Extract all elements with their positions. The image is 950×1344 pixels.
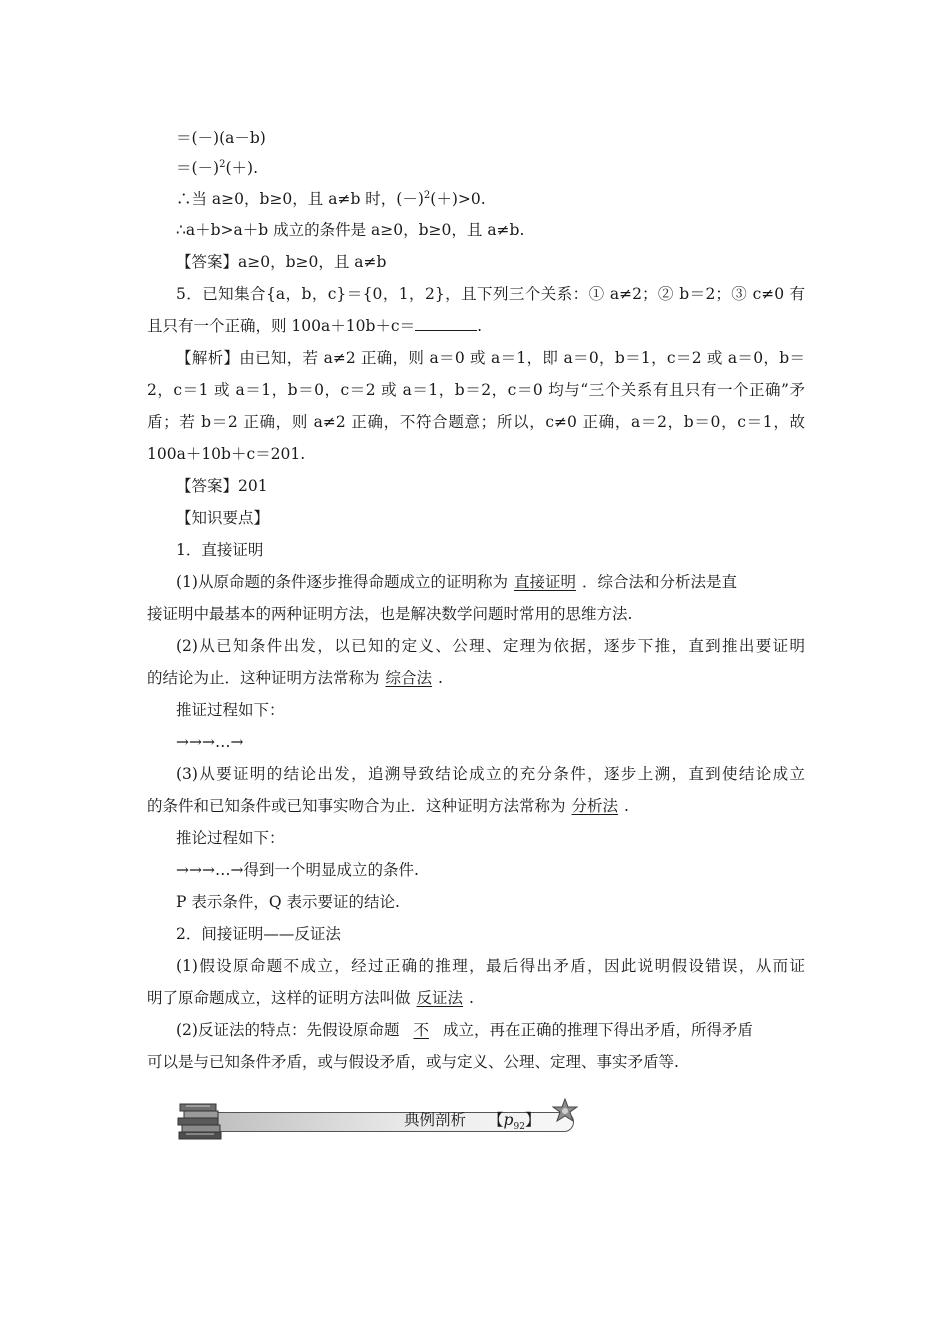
banner-title: 典例剖析 bbox=[404, 1111, 467, 1129]
answer-4: 【答案】a≥0，b≥0，且 a≠b bbox=[176, 253, 387, 271]
point-5-line-1 bbox=[176, 1020, 753, 1040]
page-ref-close: 】 bbox=[524, 1111, 541, 1129]
text: ＝(－) bbox=[176, 159, 220, 177]
page-ref bbox=[503, 1111, 525, 1133]
books-icon bbox=[176, 1098, 226, 1142]
derivation-conclusion: ∴a＋b>a＋b 成立的条件是 a≥0，b≥0，且 a≠b. bbox=[176, 221, 525, 239]
page-ref-open: 【 bbox=[488, 1111, 504, 1129]
fill-not: 不 bbox=[413, 1021, 429, 1039]
point-2-line-1: (2)从已知条件出发，以已知的定义、公理、定理为依据，逐步下推，直到推出要证明 bbox=[176, 637, 805, 655]
analysis-line-4: 100a＋10b＋c＝201. bbox=[147, 445, 306, 463]
text: 成立，再在正确的推理下得出矛盾，所得矛盾 bbox=[442, 1021, 753, 1039]
text: ．综合法和分析法是直 bbox=[581, 573, 737, 591]
answer-blank bbox=[415, 316, 477, 331]
text: ∴当 a≥0，b≥0，且 a≠b 时，(－) bbox=[176, 190, 424, 208]
derivation-line-1 bbox=[176, 128, 266, 148]
text: . bbox=[469, 989, 474, 1007]
text: . bbox=[438, 669, 443, 687]
arrows-chain-2: →→→…→得到一个明显成立的条件. bbox=[176, 861, 419, 879]
reasoning-process-label: 推论过程如下： bbox=[176, 829, 285, 847]
text: . bbox=[477, 317, 483, 335]
exponent: 2 bbox=[423, 190, 431, 201]
point-3-line-1: (3)从要证明的结论出发，追溯导致结论成立的充分条件，逐步上溯，直到使结论成立 bbox=[176, 765, 805, 783]
fill-contradiction-method: 反证法 bbox=[416, 989, 464, 1007]
point-1-line-2: 接证明中最基本的两种证明方法，也是解决数学问题时常用的思维方法. bbox=[147, 605, 633, 623]
point-4-line-2 bbox=[147, 988, 474, 1008]
knowledge-points-heading: 【知识要点】 bbox=[176, 509, 270, 527]
proof-process-label: 推证过程如下： bbox=[176, 701, 285, 719]
pq-definition: P 表示条件，Q 表示要证的结论. bbox=[176, 893, 400, 911]
page-ref-letter: p bbox=[503, 1111, 514, 1129]
page-ref-number: 92 bbox=[513, 1122, 525, 1133]
analysis-line-1: 【解析】由已知，若 a≠2 正确，则 a＝0 或 a＝1，即 a＝0，b＝1，c＝2 或 a＝0，b＝ bbox=[176, 349, 805, 367]
text: 的条件和已知条件或已知事实吻合为止．这种证明方法常称为 bbox=[147, 797, 566, 815]
exponent: 2 bbox=[219, 159, 226, 170]
analysis-line-2: 2，c＝1 或 a＝1，b＝0，c＝2 或 a＝1，b＝2，c＝0 均与“三个关系有且只有一个正确”矛 bbox=[147, 381, 805, 399]
arrows-chain-1: →→→…→ bbox=[176, 733, 244, 751]
text: (＋)>0. bbox=[430, 190, 486, 208]
point-1-line-1 bbox=[176, 572, 737, 592]
text: (1)从原命题的条件逐步推得命题成立的证明称为 bbox=[176, 573, 508, 591]
point-3-line-2 bbox=[147, 796, 629, 816]
point-4-line-1: (1)假设原命题不成立，经过正确的推理，最后得出矛盾，因此说明假设错误，从而证 bbox=[176, 957, 805, 975]
text: . bbox=[624, 797, 629, 815]
question-5-line-1: 5．已知集合{a，b，c}＝{0，1，2}，且下列三个关系：① a≠2；② b＝2；③ c≠0 有 bbox=[176, 285, 805, 303]
text: 明了原命题成立，这样的证明方法叫做 bbox=[147, 989, 411, 1007]
answer-5: 【答案】201 bbox=[176, 477, 268, 495]
fill-analysis-method: 分析法 bbox=[571, 797, 619, 815]
fill-synthesis-method: 综合法 bbox=[385, 669, 433, 687]
banner-title-group bbox=[404, 1110, 540, 1137]
text: (2)反证法的特点：先假设原命题 bbox=[176, 1021, 400, 1039]
text: 的结论为止．这种证明方法常称为 bbox=[147, 669, 380, 687]
text: (＋). bbox=[225, 159, 259, 177]
flower-icon bbox=[552, 1098, 578, 1124]
text: 且只有一个正确，则 100a＋10b＋c＝ bbox=[147, 317, 416, 335]
question-5-line-2 bbox=[147, 316, 482, 336]
derivation-line-2 bbox=[176, 158, 258, 178]
point-2-line-2 bbox=[147, 668, 443, 688]
analysis-line-3: 盾；若 b＝2 正确，则 a≠2 正确，不符合题意；所以，c≠0 正确，a＝2，b＝0，c＝1，故 bbox=[147, 413, 805, 431]
derivation-line-3 bbox=[176, 189, 486, 209]
fill-direct-proof: 直接证明 bbox=[513, 573, 576, 591]
section-2-heading: 2．间接证明——反证法 bbox=[176, 925, 341, 943]
text: ＝(－)(a－b) bbox=[176, 129, 266, 147]
point-5-line-2: 可以是与已知条件矛盾，或与假设矛盾，或与定义、公理、定理、事实矛盾等. bbox=[147, 1053, 679, 1071]
section-1-heading: 1．直接证明 bbox=[176, 541, 264, 559]
